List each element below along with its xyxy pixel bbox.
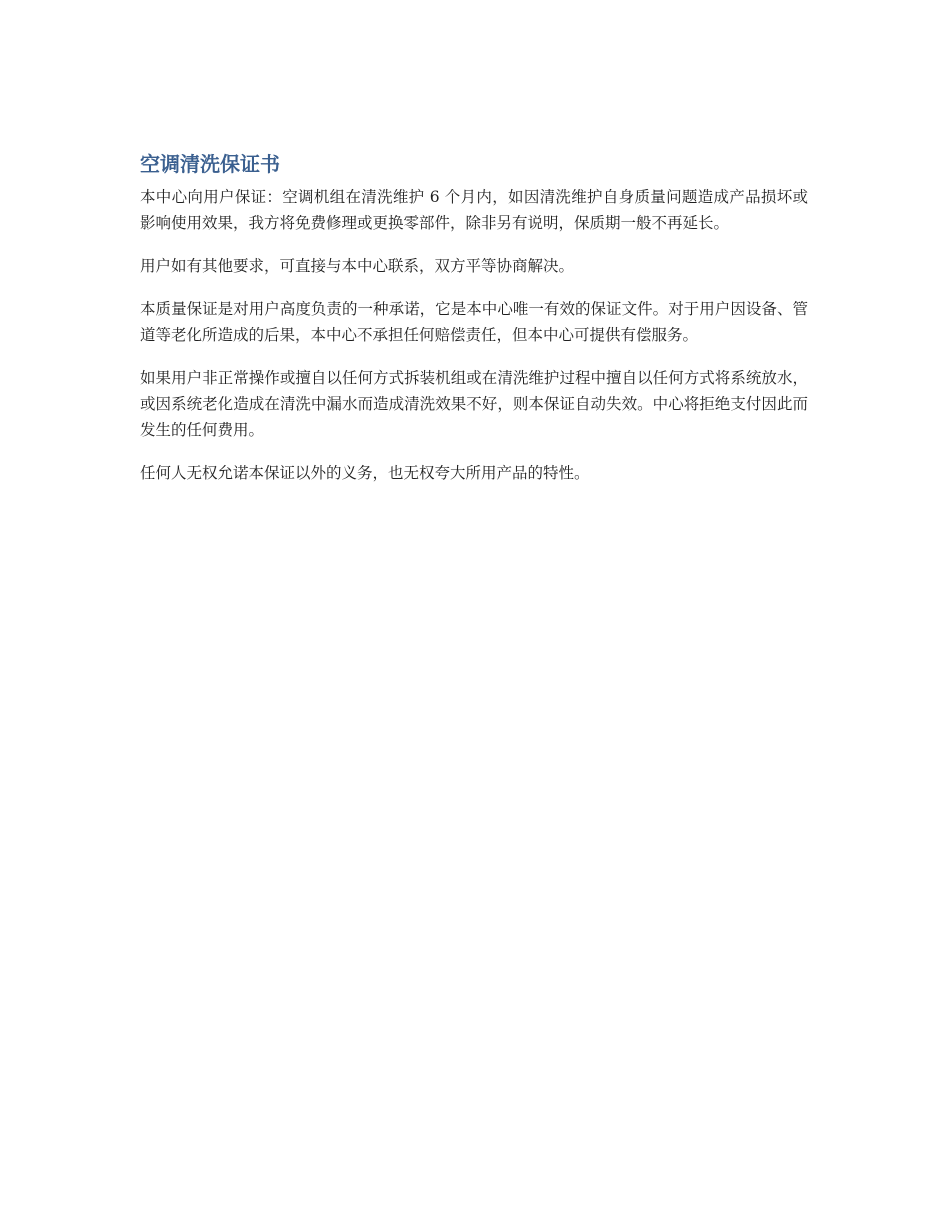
paragraph-void-conditions: 如果用户非正常操作或擅自以任何方式拆装机组或在清洗维护过程中擅自以任何方式将系统放水，或因系统老化造成在清洗中漏水而造成清洗效果不好，则本保证自动失效。中心将拒绝支付因此而发生的任何费用。 bbox=[140, 369, 808, 439]
paragraph-guarantee-terms: 本中心向用户保证：空调机组在清洗维护 6 个月内，如因清洗维护自身质量问题造成产品损坏或影响使用效果，我方将免费修理或更换零部件，除非另有说明，保质期一般不再延长。 bbox=[140, 188, 808, 232]
paragraph-liability: 本质量保证是对用户高度负责的一种承诺，它是本中心唯一有效的保证文件。对于用户因设备、管道等老化所造成的后果，本中心不承担任何赔偿责任，但本中心可提供有偿服务。 bbox=[140, 300, 808, 344]
paragraph-other-requests: 用户如有其他要求，可直接与本中心联系，双方平等协商解决。 bbox=[140, 257, 575, 275]
paragraph-no-extra-obligations: 任何人无权允诺本保证以外的义务，也无权夸大所用产品的特性。 bbox=[140, 464, 590, 482]
document-body bbox=[140, 148, 808, 503]
document-title: 空调清洗保证书 bbox=[140, 152, 280, 176]
